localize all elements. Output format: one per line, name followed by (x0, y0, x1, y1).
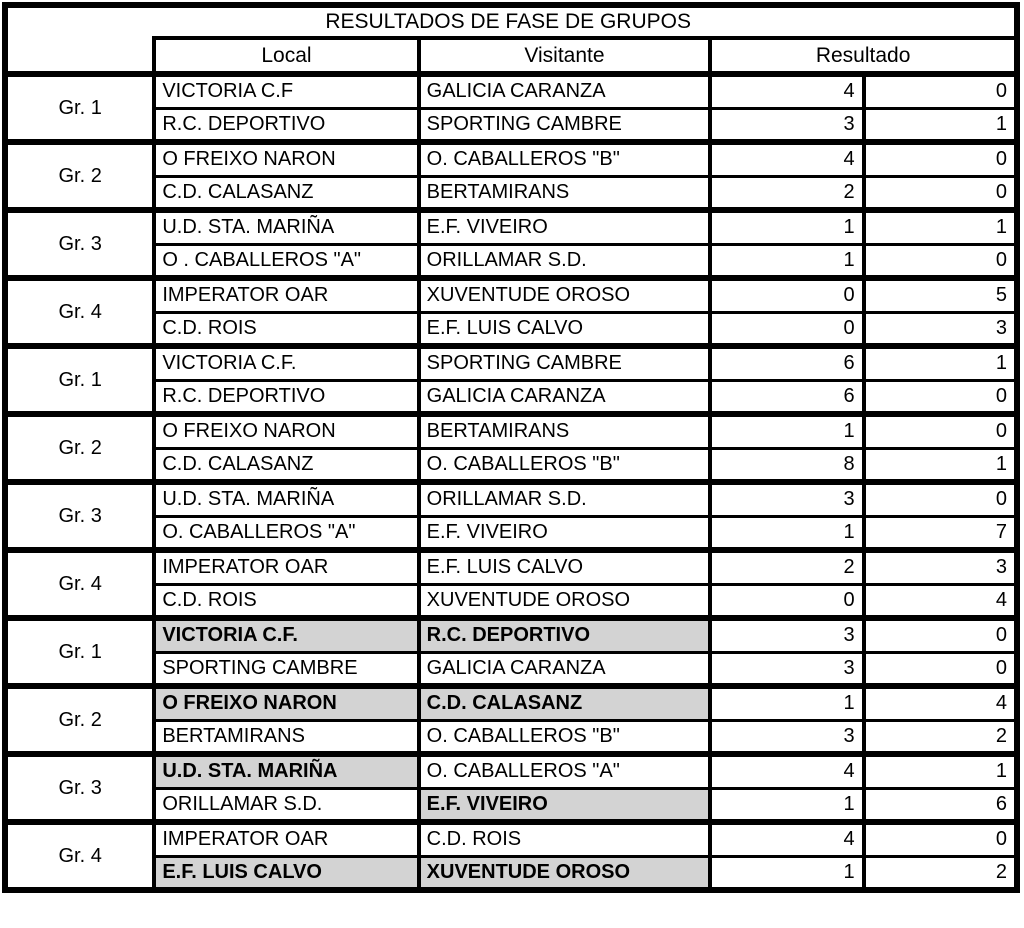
table-row (5, 686, 1017, 720)
local-team-cell: IMPERATOR OAR (154, 550, 418, 584)
local-score-cell: 0 (710, 584, 863, 618)
local-team-cell: U.D. STA. MARIÑA (154, 210, 418, 244)
visitante-score-cell: 1 (864, 210, 1017, 244)
group-label: Gr. 4 (5, 278, 154, 346)
local-team-cell: O FREIXO NARON (154, 142, 418, 176)
visitante-team-cell: O. CABALLEROS "B" (419, 142, 711, 176)
visitante-score-cell: 0 (864, 244, 1017, 278)
visitante-score-cell: 4 (864, 686, 1017, 720)
table-row (5, 312, 1017, 346)
column-header-visitante: Visitante (419, 38, 711, 74)
group-label: Gr. 4 (5, 550, 154, 618)
local-team-cell: C.D. ROIS (154, 584, 418, 618)
visitante-team-cell: XUVENTUDE OROSO (419, 856, 711, 890)
local-score-cell: 1 (710, 244, 863, 278)
visitante-score-cell: 0 (864, 822, 1017, 856)
visitante-score-cell: 1 (864, 754, 1017, 788)
visitante-team-cell: ORILLAMAR S.D. (419, 244, 711, 278)
local-score-cell: 3 (710, 482, 863, 516)
local-score-cell: 4 (710, 142, 863, 176)
local-score-cell: 3 (710, 652, 863, 686)
visitante-team-cell: XUVENTUDE OROSO (419, 278, 711, 312)
local-team-cell: ORILLAMAR S.D. (154, 788, 418, 822)
local-team-cell: U.D. STA. MARIÑA (154, 482, 418, 516)
visitante-team-cell: XUVENTUDE OROSO (419, 584, 711, 618)
visitante-team-cell: SPORTING CAMBRE (419, 346, 711, 380)
local-score-cell: 3 (710, 108, 863, 142)
table-row (5, 244, 1017, 278)
visitante-score-cell: 6 (864, 788, 1017, 822)
visitante-score-cell: 0 (864, 482, 1017, 516)
visitante-score-cell: 3 (864, 312, 1017, 346)
visitante-team-cell: GALICIA CARANZA (419, 74, 711, 108)
visitante-team-cell: E.F. VIVEIRO (419, 788, 711, 822)
visitante-team-cell: O. CABALLEROS "A" (419, 754, 711, 788)
local-team-cell: IMPERATOR OAR (154, 278, 418, 312)
visitante-team-cell: O. CABALLEROS "B" (419, 448, 711, 482)
visitante-team-cell: BERTAMIRANS (419, 414, 711, 448)
visitante-team-cell: C.D. CALASANZ (419, 686, 711, 720)
visitante-team-cell: E.F. VIVEIRO (419, 516, 711, 550)
table-row (5, 550, 1017, 584)
group-label: Gr. 2 (5, 686, 154, 754)
table-row (5, 618, 1017, 652)
local-score-cell: 4 (710, 74, 863, 108)
table-row (5, 448, 1017, 482)
group-label: Gr. 2 (5, 142, 154, 210)
local-score-cell: 6 (710, 380, 863, 414)
local-team-cell: IMPERATOR OAR (154, 822, 418, 856)
table-row (5, 856, 1017, 890)
local-score-cell: 1 (710, 516, 863, 550)
page-title: RESULTADOS DE FASE DE GRUPOS (154, 5, 1017, 38)
visitante-score-cell: 5 (864, 278, 1017, 312)
local-team-cell: U.D. STA. MARIÑA (154, 754, 418, 788)
local-team-cell: C.D. CALASANZ (154, 448, 418, 482)
group-label: Gr. 1 (5, 346, 154, 414)
visitante-score-cell: 0 (864, 618, 1017, 652)
corner-cell (5, 5, 154, 74)
local-score-cell: 3 (710, 618, 863, 652)
local-score-cell: 1 (710, 414, 863, 448)
local-team-cell: O . CABALLEROS "A" (154, 244, 418, 278)
table-row (5, 176, 1017, 210)
visitante-team-cell: O. CABALLEROS "B" (419, 720, 711, 754)
table-row (5, 652, 1017, 686)
local-team-cell: R.C. DEPORTIVO (154, 108, 418, 142)
table-row (5, 346, 1017, 380)
local-score-cell: 1 (710, 856, 863, 890)
local-team-cell: VICTORIA C.F (154, 74, 418, 108)
visitante-team-cell: E.F. LUIS CALVO (419, 550, 711, 584)
visitante-score-cell: 2 (864, 720, 1017, 754)
group-label: Gr. 3 (5, 754, 154, 822)
table-row (5, 482, 1017, 516)
local-team-cell: BERTAMIRANS (154, 720, 418, 754)
local-team-cell: O FREIXO NARON (154, 686, 418, 720)
visitante-team-cell: ORILLAMAR S.D. (419, 482, 711, 516)
group-label: Gr. 4 (5, 822, 154, 890)
visitante-score-cell: 0 (864, 142, 1017, 176)
group-stage-results-table (2, 2, 1020, 893)
table-row (5, 414, 1017, 448)
visitante-score-cell: 0 (864, 652, 1017, 686)
visitante-team-cell: E.F. LUIS CALVO (419, 312, 711, 346)
visitante-team-cell: GALICIA CARANZA (419, 652, 711, 686)
group-label: Gr. 3 (5, 482, 154, 550)
table-row (5, 516, 1017, 550)
column-header-local: Local (154, 38, 418, 74)
local-score-cell: 4 (710, 822, 863, 856)
visitante-team-cell: SPORTING CAMBRE (419, 108, 711, 142)
local-team-cell: O FREIXO NARON (154, 414, 418, 448)
table-row (5, 788, 1017, 822)
local-score-cell: 1 (710, 686, 863, 720)
local-team-cell: R.C. DEPORTIVO (154, 380, 418, 414)
column-header-resultado: Resultado (710, 38, 1017, 74)
visitante-score-cell: 7 (864, 516, 1017, 550)
group-label: Gr. 2 (5, 414, 154, 482)
group-label: Gr. 3 (5, 210, 154, 278)
local-score-cell: 2 (710, 550, 863, 584)
local-score-cell: 1 (710, 788, 863, 822)
table-row (5, 108, 1017, 142)
visitante-score-cell: 0 (864, 74, 1017, 108)
local-score-cell: 8 (710, 448, 863, 482)
visitante-team-cell: R.C. DEPORTIVO (419, 618, 711, 652)
table-row (5, 74, 1017, 108)
local-team-cell: VICTORIA C.F. (154, 346, 418, 380)
visitante-score-cell: 0 (864, 414, 1017, 448)
local-team-cell: SPORTING CAMBRE (154, 652, 418, 686)
local-score-cell: 2 (710, 176, 863, 210)
table-row (5, 142, 1017, 176)
table-row (5, 210, 1017, 244)
local-team-cell: C.D. ROIS (154, 312, 418, 346)
visitante-score-cell: 3 (864, 550, 1017, 584)
local-score-cell: 6 (710, 346, 863, 380)
local-score-cell: 1 (710, 210, 863, 244)
visitante-score-cell: 4 (864, 584, 1017, 618)
table-row (5, 278, 1017, 312)
title-row (5, 5, 1017, 38)
visitante-score-cell: 0 (864, 380, 1017, 414)
visitante-team-cell: E.F. VIVEIRO (419, 210, 711, 244)
table-row (5, 822, 1017, 856)
local-team-cell: E.F. LUIS CALVO (154, 856, 418, 890)
visitante-score-cell: 1 (864, 448, 1017, 482)
visitante-score-cell: 0 (864, 176, 1017, 210)
local-team-cell: C.D. CALASANZ (154, 176, 418, 210)
local-score-cell: 0 (710, 312, 863, 346)
header-row (5, 38, 1017, 74)
visitante-team-cell: BERTAMIRANS (419, 176, 711, 210)
local-team-cell: VICTORIA C.F. (154, 618, 418, 652)
table-row (5, 720, 1017, 754)
local-score-cell: 0 (710, 278, 863, 312)
visitante-team-cell: C.D. ROIS (419, 822, 711, 856)
table-row (5, 754, 1017, 788)
group-label: Gr. 1 (5, 74, 154, 142)
group-label: Gr. 1 (5, 618, 154, 686)
visitante-team-cell: GALICIA CARANZA (419, 380, 711, 414)
local-score-cell: 3 (710, 720, 863, 754)
table-row (5, 380, 1017, 414)
visitante-score-cell: 1 (864, 108, 1017, 142)
table-row (5, 584, 1017, 618)
local-score-cell: 4 (710, 754, 863, 788)
visitante-score-cell: 2 (864, 856, 1017, 890)
local-team-cell: O. CABALLEROS "A" (154, 516, 418, 550)
visitante-score-cell: 1 (864, 346, 1017, 380)
